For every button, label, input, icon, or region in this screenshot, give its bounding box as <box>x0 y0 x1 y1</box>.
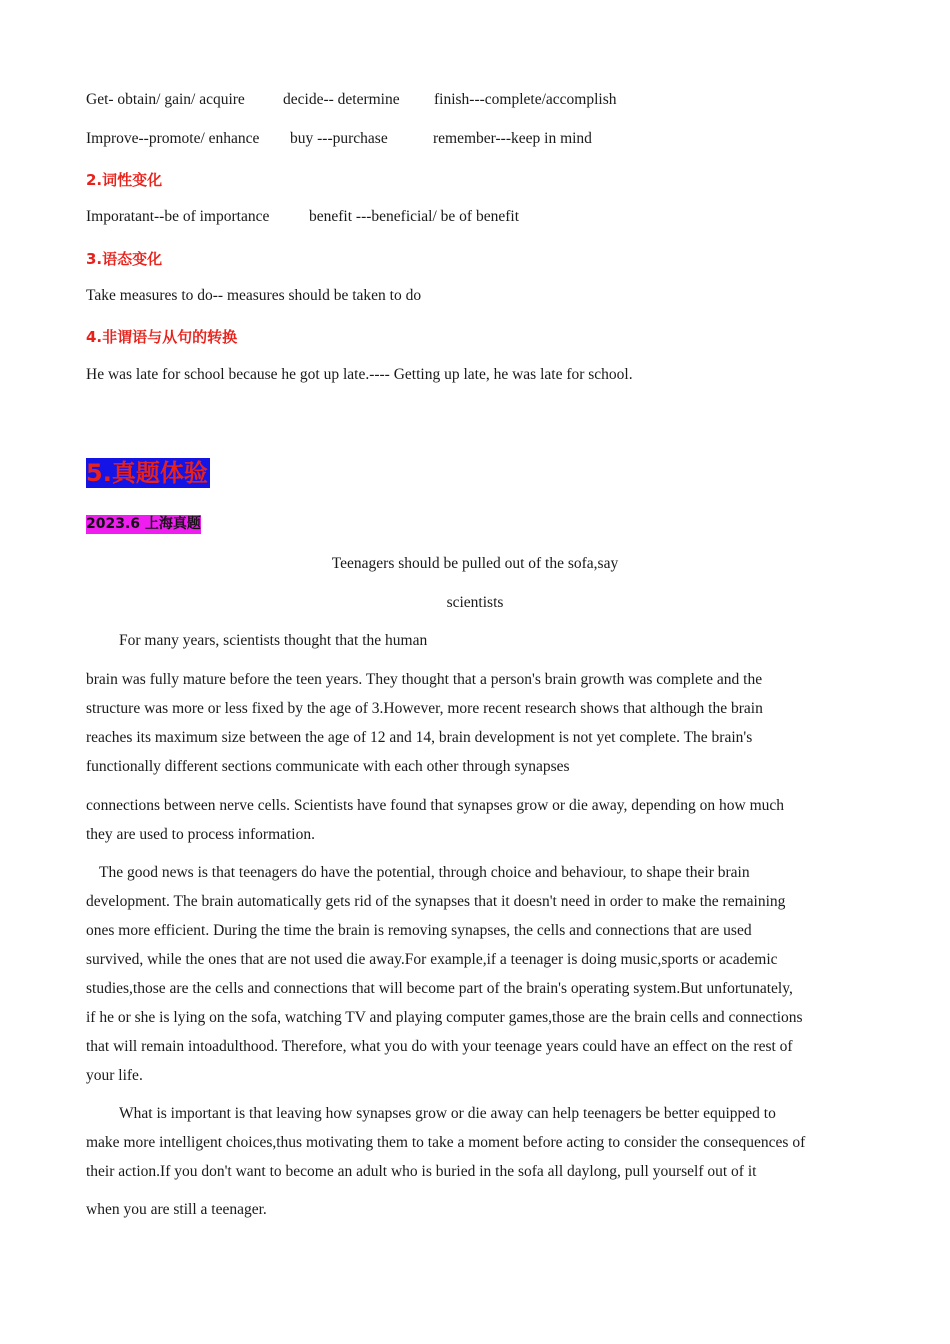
synonym-pair: buy ---purchase <box>290 130 388 147</box>
nonfinite-example: He was late for school because he got up late.---- Getting up late, he was late for school. <box>86 366 633 383</box>
text-line: ones more efficient. During the time the brain is removing synapses, the cells and connections that are used <box>86 922 752 939</box>
section-heading-voice-change: 3.语态变化 <box>86 250 163 268</box>
paragraph-3-last-line: when you are still a teenager. <box>86 1201 267 1218</box>
article-title-line-1: Teenagers should be pulled out of the sofa,say <box>331 555 619 572</box>
synonym-pair: remember---keep in mind <box>433 130 592 147</box>
synonym-pair: Improve--promote/ enhance <box>86 130 260 147</box>
paragraph-1-first-line: For many years, scientists thought that the human <box>119 632 428 649</box>
article-title-line-2: scientists <box>446 594 504 611</box>
text-line: that will remain intoadulthood. Therefore, what you do with your teenage years could have an effect on the rest of <box>86 1038 793 1055</box>
text-line: survived, while the ones that are not used die away.For example,if a teenager is doing music,sports or academic <box>86 951 778 968</box>
text-line: connections between nerve cells. Scientists have found that synapses grow or die away, depending on how much <box>86 797 785 814</box>
synonym-row-1 <box>86 91 617 109</box>
synonym-pair: Get- obtain/ gain/ acquire <box>86 91 245 108</box>
exam-source-tag: 2023.6 上海真题 <box>86 516 201 532</box>
voice-change-example: Take measures to do-- measures should be taken to do <box>86 287 422 304</box>
text-line: their action.If you don't want to become an adult who is buried in the sofa all daylong, pull yourself out of it <box>86 1163 757 1180</box>
exam-section-heading: 5.真题体验 <box>86 459 208 487</box>
text-line: The good news is that teenagers do have the potential, through choice and behaviour, to shape their brain <box>99 864 750 881</box>
text-line: your life. <box>86 1067 143 1084</box>
text-line: they are used to process information. <box>86 826 315 843</box>
text-line: brain was fully mature before the teen years. They thought that a person's brain growth was complete and the <box>86 671 763 688</box>
paragraph-3 <box>86 1099 866 1186</box>
text-line: functionally different sections communicate with each other through synapses <box>86 758 570 775</box>
paragraph-1-continuation <box>86 791 866 849</box>
text-line: make more intelligent choices,thus motivating them to take a moment before acting to consider the consequences of <box>86 1134 806 1151</box>
section-heading-nonfinite: 4.非谓语与从句的转换 <box>86 328 238 346</box>
text-line: reaches its maximum size between the age of 12 and 14, brain development is not yet complete. The brain's <box>86 729 753 746</box>
text-line: What is important is that leaving how synapses grow or die away can help teenagers be better equipped to <box>119 1105 776 1122</box>
text-line: development. The brain automatically gets rid of the synapses that it doesn't need in order to make the remaining <box>86 893 786 910</box>
synonym-pair: finish---complete/accomplish <box>434 91 617 108</box>
text-line: structure was more or less fixed by the age of 3.However, more recent research shows that although the brain <box>86 700 763 717</box>
pos-change-example <box>86 208 519 226</box>
paragraph-1-body <box>86 665 866 781</box>
text-line: if he or she is lying on the sofa, watching TV and playing computer games,those are the brain cells and connections <box>86 1009 803 1026</box>
example-pair: Imporatant--be of importance <box>86 208 270 225</box>
example-pair: benefit ---beneficial/ be of benefit <box>309 208 519 225</box>
section-heading-pos-change: 2.词性变化 <box>86 171 163 189</box>
synonym-row-2 <box>86 130 592 148</box>
paragraph-2 <box>86 858 866 1090</box>
synonym-pair: decide-- determine <box>283 91 400 108</box>
text-line: studies,those are the cells and connections that will become part of the brain's operating system.But unfortunately, <box>86 980 793 997</box>
